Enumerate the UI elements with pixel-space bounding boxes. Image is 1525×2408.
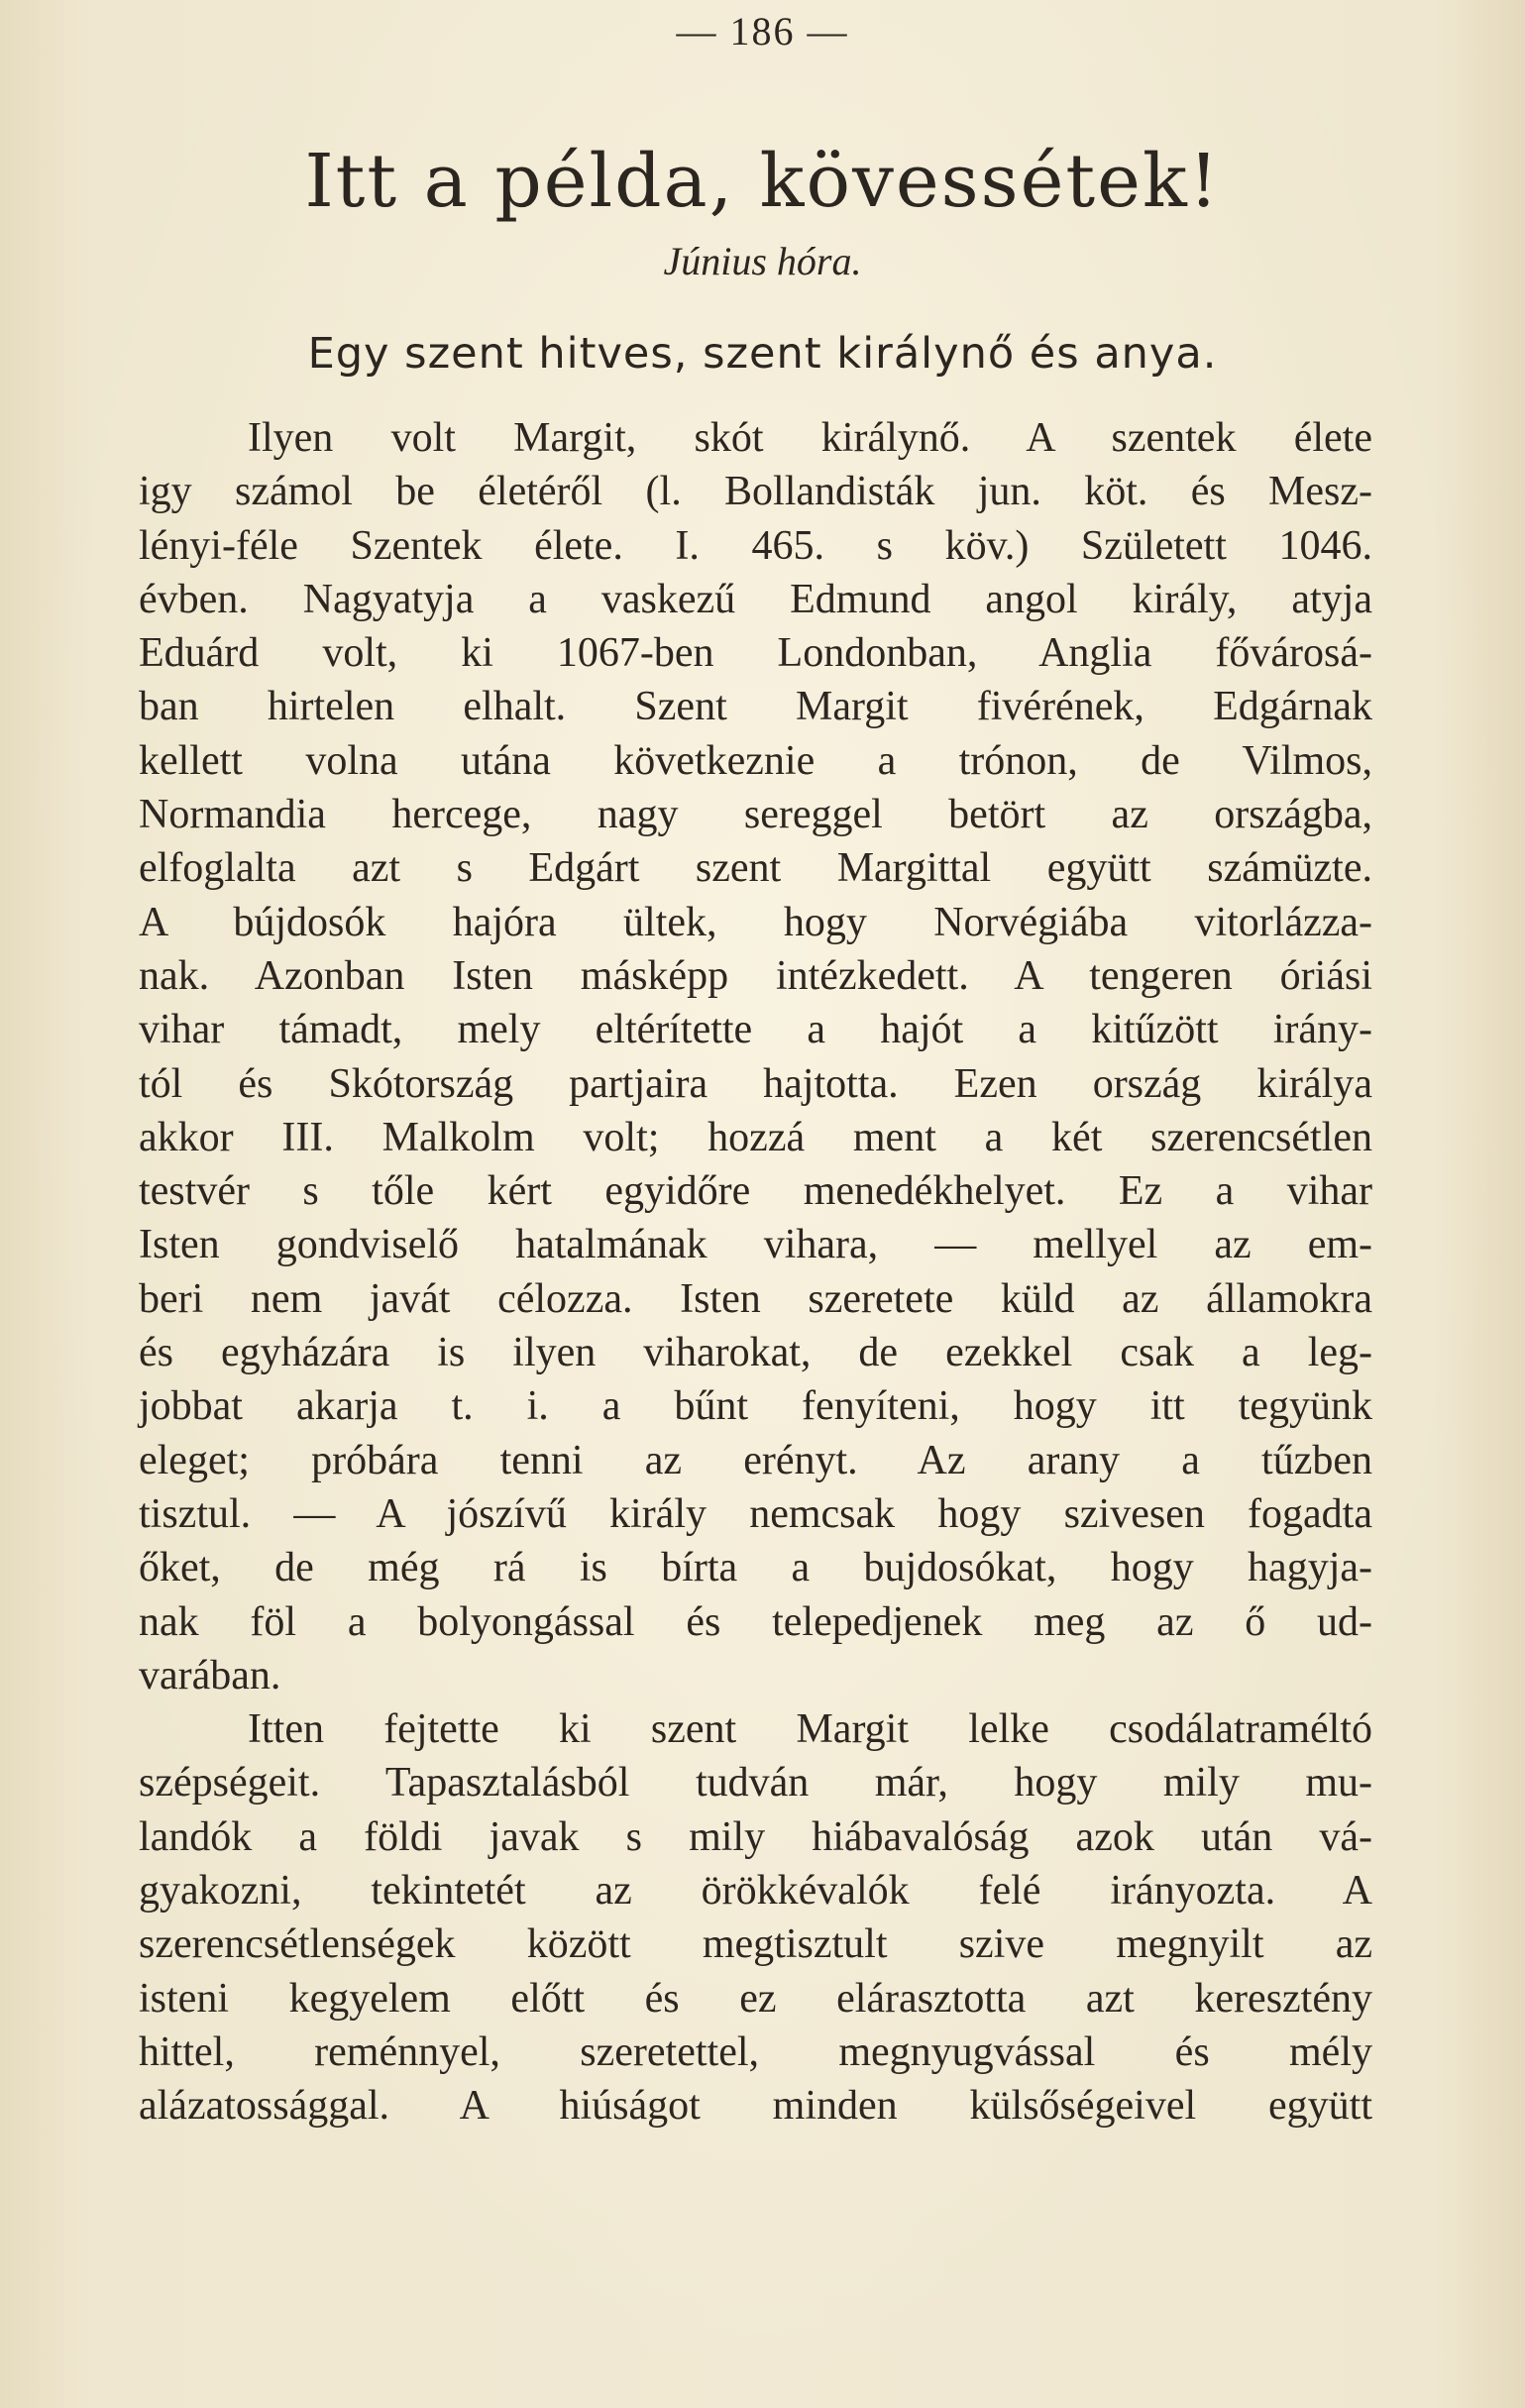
text-line: alázatossággal. A hiúságot minden külsőségeivel együtt xyxy=(139,2083,1372,2130)
text-line: eleget; próbára tenni az erényt. Az arany a tűzben xyxy=(139,1437,1372,1483)
text-line: évben. Nagyatyja a vaskezű Edmund angol király, atyja xyxy=(139,576,1372,622)
text-line: beri nem javát célozza. Isten szeretete küld az államokra xyxy=(139,1275,1372,1322)
text-line: nak föl a bolyongással és telepedjenek meg az ő ud- xyxy=(139,1598,1372,1645)
text-line: gyakozni, tekintetét az örökkévalók felé irányozta. A xyxy=(139,1868,1372,1915)
text-line: őket, de még rá is bírta a bujdosókat, hogy hagyja- xyxy=(139,1545,1372,1591)
text-line: tól és Skótország partjaira hajtotta. Ezen ország királya xyxy=(139,1060,1372,1107)
text-line: elfoglalta azt s Edgárt szent Margittal együtt számüzte. xyxy=(139,845,1372,892)
text-line: jobbat akarja t. i. a bűnt fenyíteni, hogy itt tegyünk xyxy=(139,1383,1372,1430)
body-text xyxy=(139,411,1372,2134)
page-number: — 186 — xyxy=(676,9,849,54)
text-line: szerencsétlenségek között megtisztult szive megnyilt az xyxy=(139,1921,1372,1968)
text-line: Eduárd volt, ki 1067-ben Londonban, Anglia fővárosá- xyxy=(139,630,1372,677)
text-line: landók a földi javak s mily hiábavalóság azok után vá- xyxy=(139,1813,1372,1860)
text-line: hittel, reménnyel, szeretettel, megnyugvással és mély xyxy=(139,2028,1372,2075)
text-line: ban hirtelen elhalt. Szent Margit fivérének, Edgárnak xyxy=(139,684,1372,730)
text-line: nak. Azonban Isten másképp intézkedett. A tengeren óriási xyxy=(139,952,1372,999)
text-line: Isten gondviselő hatalmának vihara, — mellyel az em- xyxy=(139,1222,1372,1268)
text-line: lényi-féle Szentek élete. I. 465. s köv.) Született 1046. xyxy=(139,522,1372,569)
text-line: kellett volna utána következnie a trónon, de Vilmos, xyxy=(139,737,1372,784)
text-line: és egyházára is ilyen viharokat, de ezekkel csak a leg- xyxy=(139,1330,1372,1376)
text-line: Normandia hercege, nagy sereggel betört az országba, xyxy=(139,792,1372,838)
text-line: vihar támadt, mely eltérítette a hajót a kitűzött irány- xyxy=(139,1007,1372,1053)
text-line: igy számol be életéről (l. Bollandisták jun. köt. és Mesz- xyxy=(139,469,1372,515)
text-line: akkor III. Malkolm volt; hozzá ment a két szerencsétlen xyxy=(139,1114,1372,1160)
text-line: A bújdosók hajóra ültek, hogy Norvégiába vitorlázza- xyxy=(139,899,1372,945)
text-line: szépségeit. Tapasztalásból tudván már, hogy mily mu- xyxy=(139,1760,1372,1806)
text-line: Ilyen volt Margit, skót királynő. A szentek élete xyxy=(248,415,1372,461)
text-line: isteni kegyelem előtt és ez elárasztotta azt keresztény xyxy=(139,1975,1372,2022)
date-heading: Június hóra. xyxy=(663,239,862,283)
page-title: Itt a példa, kövessétek! xyxy=(304,139,1221,224)
text-line: varában. xyxy=(139,1652,281,1698)
text-line: testvér s tőle kért egyidőre menedékhelyet. Ez a vihar xyxy=(139,1168,1372,1215)
section-heading: Egy szent hitves, szent királynő és anya. xyxy=(307,329,1218,379)
text-line: tisztul. — A jószívű király nemcsak hogy szivesen fogadta xyxy=(139,1490,1372,1537)
text-line: Itten fejtette ki szent Margit lelke csodálatraméltó xyxy=(248,1706,1372,1753)
